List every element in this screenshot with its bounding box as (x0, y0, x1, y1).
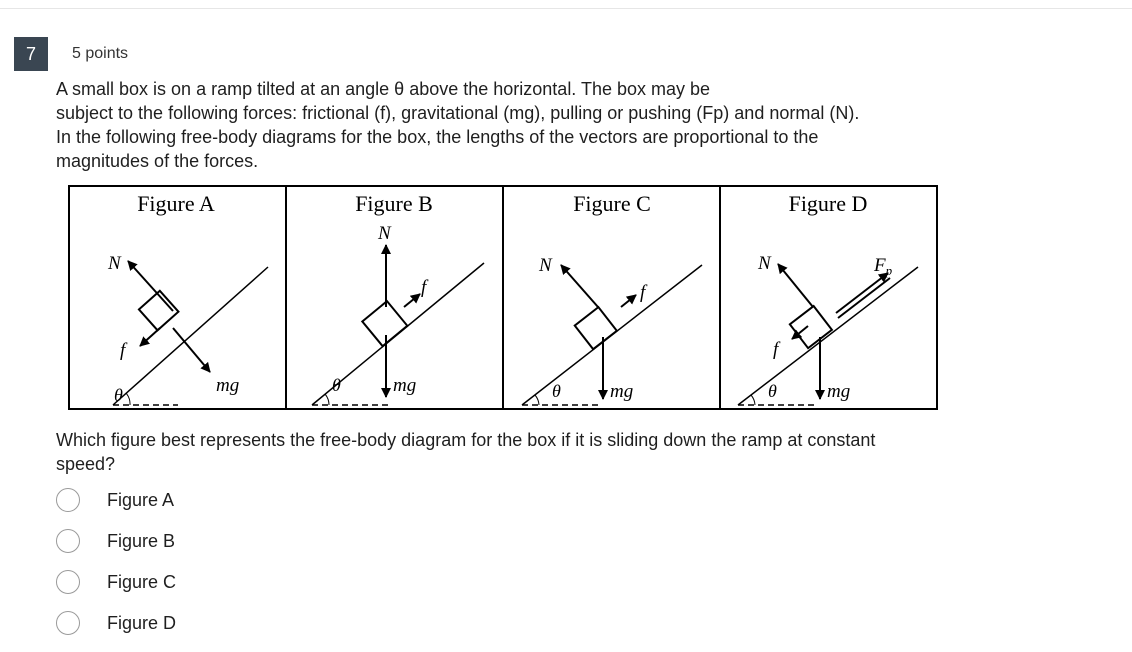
question-points: 5 points (72, 45, 129, 62)
question-prompt (56, 77, 956, 173)
radio-button[interactable] (56, 570, 80, 594)
figure-b-title: Figure B (355, 191, 433, 216)
normal-force-label: N (108, 253, 121, 274)
angle-label: θ (114, 385, 123, 405)
answer-options (56, 486, 356, 650)
gravity-label: mg (827, 381, 851, 402)
friction-label: f (120, 340, 126, 361)
option-label[interactable]: Figure A (107, 490, 175, 510)
normal-force-label: N (539, 255, 552, 276)
friction-label: f (421, 277, 427, 298)
radio-button[interactable] (56, 611, 80, 635)
option-label[interactable]: Figure D (107, 613, 177, 633)
prompt-line: In the following free-body diagrams for the box, the lengths of the vectors are proportional to the (56, 127, 819, 147)
gravity-label: mg (393, 375, 417, 396)
top-divider (0, 8, 1132, 9)
gravity-label: mg (610, 381, 634, 402)
friction-label: f (640, 282, 646, 303)
angle-label: θ (768, 381, 777, 401)
prompt-line: A small box is on a ramp tilted at an angle θ above the horizontal. The box may be (56, 79, 711, 99)
angle-label: θ (332, 375, 341, 395)
option-figure-a[interactable] (56, 486, 356, 527)
radio-button[interactable] (56, 488, 80, 512)
question-ask (56, 428, 996, 476)
option-label[interactable]: Figure C (107, 572, 177, 592)
option-label[interactable]: Figure B (107, 531, 176, 551)
normal-force-label: N (758, 253, 771, 274)
normal-force-label: N (378, 223, 391, 244)
gravity-label: mg (216, 375, 240, 396)
option-figure-b[interactable] (56, 527, 356, 568)
option-figure-d[interactable] (56, 609, 356, 650)
prompt-line: magnitudes of the forces. (56, 151, 259, 171)
free-body-diagrams-image (68, 185, 938, 410)
free-body-diagrams (68, 185, 938, 410)
figure-a-title: Figure A (137, 191, 215, 216)
figure-d-title: Figure D (788, 191, 868, 216)
question-number-badge: 7 (14, 37, 48, 71)
option-figure-c[interactable] (56, 568, 356, 609)
prompt-line: subject to the following forces: frictional (f), gravitational (mg), pulling or pushing (Fp) and normal (N). (56, 103, 860, 123)
ask-line: Which figure best represents the free-body diagram for the box if it is sliding down the ramp at constant (56, 430, 876, 450)
friction-label: f (773, 339, 779, 360)
ask-line: speed? (56, 454, 116, 474)
angle-label: θ (552, 381, 561, 401)
figure-c-title: Figure C (573, 191, 651, 216)
radio-button[interactable] (56, 529, 80, 553)
push-force-label: $F_p$ (874, 255, 893, 278)
